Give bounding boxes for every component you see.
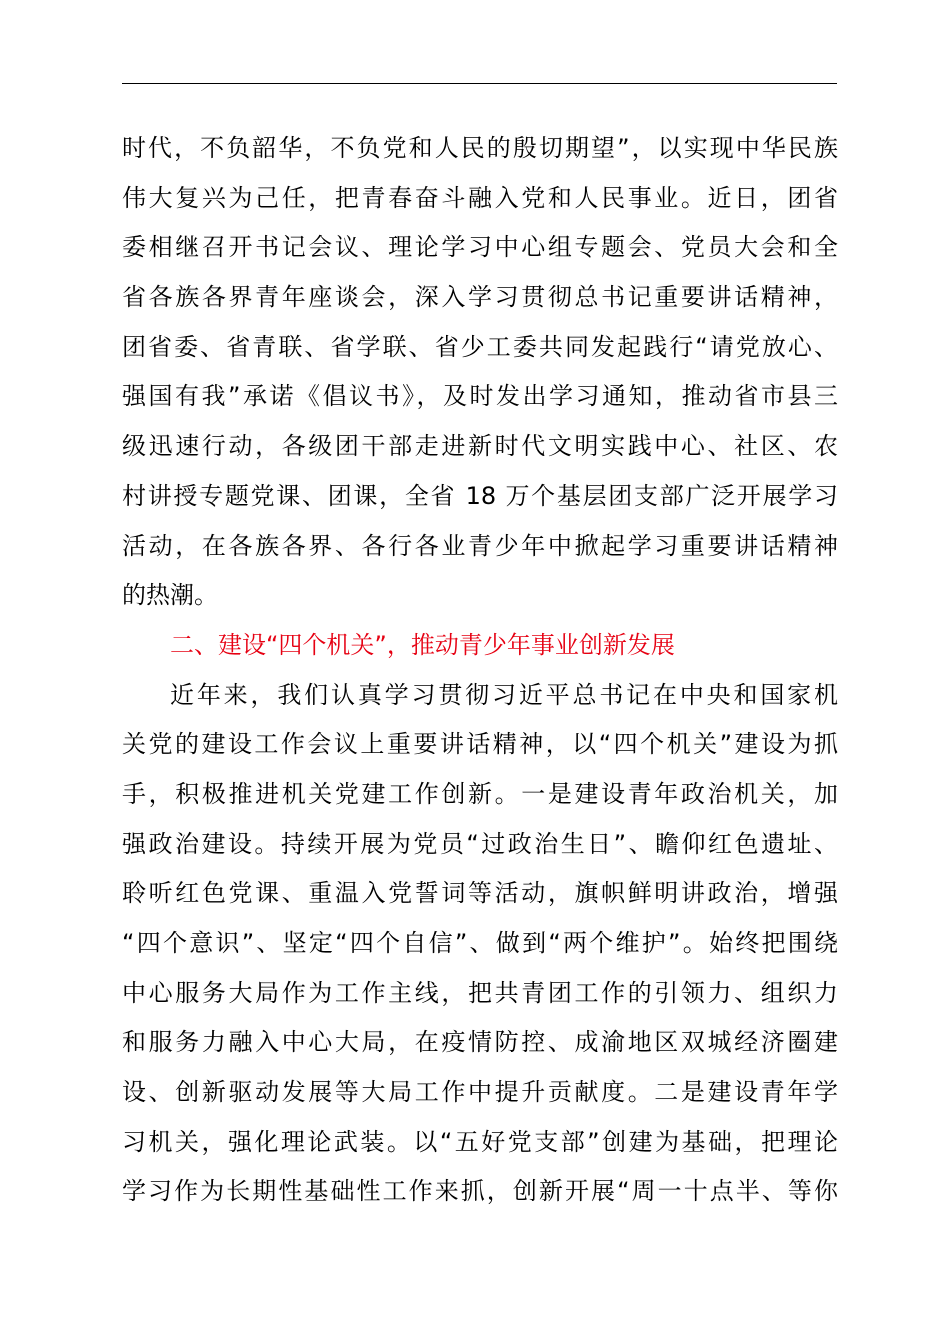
body-line: 习机关，强化理论武装。以“五好党支部”创建为基础，把理论 — [122, 1127, 838, 1156]
body-line: 近年来，我们认真学习贯彻习近平总书记在中央和国家机 — [170, 680, 838, 709]
body-line: 级迅速行动，各级团干部走进新时代文明实践中心、社区、农 — [122, 432, 838, 461]
body-line: “四个意识”、坚定“四个自信”、做到“两个维护”。始终把围绕 — [122, 929, 838, 957]
body-line: 团省委、省青联、省学联、省少工委共同发起践行“请党放心、 — [122, 332, 838, 361]
body-line: 聆听红色党课、重温入党誓词等活动，旗帜鲜明讲政治，增强 — [122, 879, 838, 908]
body-line: 时代，不负韶华，不负党和人民的殷切期望”，以实现中华民族 — [122, 134, 838, 162]
body-line: 村讲授专题党课、团课，全省 18 万个基层团支部广泛开展学习 — [122, 481, 838, 510]
body-line: 学习作为长期性基础性工作来抓，创新开展“周一十点半、等你 — [122, 1177, 838, 1206]
body-line: 伟大复兴为己任，把青春奋斗融入党和人民事业。近日，团省 — [122, 183, 838, 212]
body-line: 的热潮。 — [122, 581, 218, 610]
body-line: 省各族各界青年座谈会，深入学习贯彻总书记重要讲话精神， — [122, 283, 838, 312]
body-line: 手，积极推进机关党建工作创新。一是建设青年政治机关，加 — [122, 779, 838, 808]
body-line: 委相继召开书记会议、理论学习中心组专题会、党员大会和全 — [122, 233, 838, 262]
header-rule — [122, 83, 837, 84]
document-body — [122, 124, 838, 1217]
body-line: 中心服务大局作为工作主线，把共青团工作的引领力、组织力 — [122, 978, 838, 1007]
body-line: 强政治建设。持续开展为党员“过政治生日”、瞻仰红色遗址、 — [122, 829, 838, 858]
body-line: 关党的建设工作会议上重要讲话精神，以“四个机关”建设为抓 — [122, 730, 838, 759]
section-heading: 二、建设“四个机关”，推动青少年事业创新发展 — [170, 630, 675, 659]
body-line: 强国有我”承诺《倡议书》，及时发出学习通知，推动省市县三 — [122, 382, 838, 411]
body-line: 和服务力融入中心大局，在疫情防控、成渝地区双城经济圈建 — [122, 1028, 838, 1057]
body-line: 活动，在各族各界、各行各业青少年中掀起学习重要讲话精神 — [122, 531, 838, 560]
body-line: 设、创新驱动发展等大局工作中提升贡献度。二是建设青年学 — [122, 1078, 838, 1107]
